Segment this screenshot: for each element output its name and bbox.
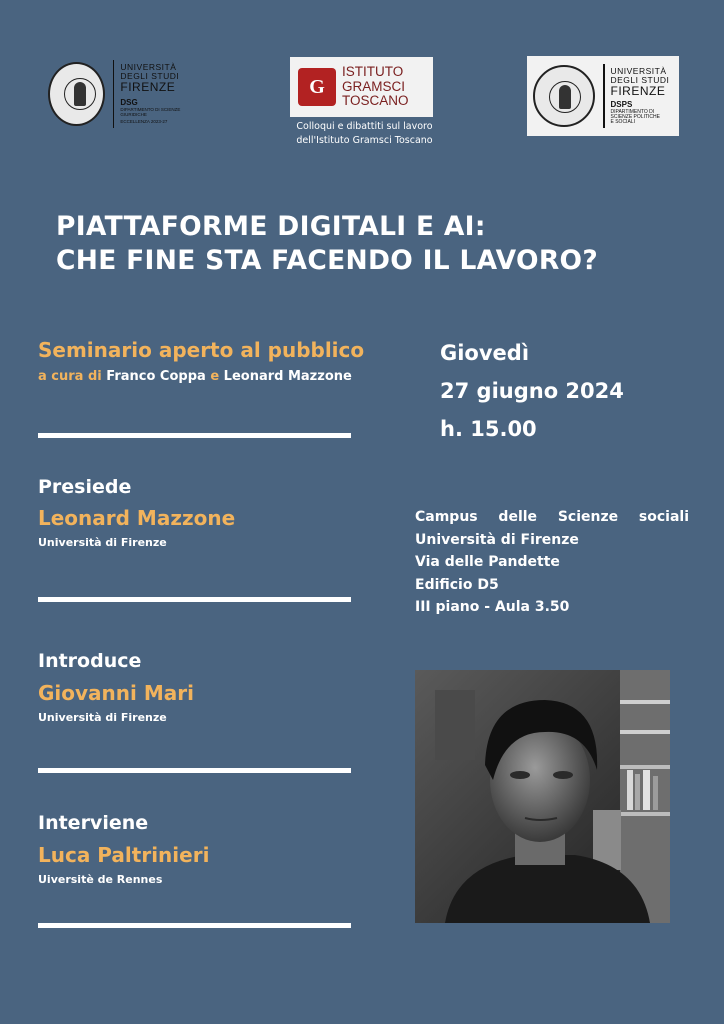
logo-line2: DEGLI STUDI [610, 74, 670, 85]
logo-badge: ECCELLENZA 2023-27 [120, 119, 168, 125]
logo-dept-line1: DIPARTIMENTO DI [610, 108, 655, 115]
speaker-name: Giovanni Mari [38, 681, 194, 705]
gramsci-mark-icon: G [298, 68, 336, 106]
venue-info [415, 506, 689, 619]
speaker-affiliation: Università di Firenze [38, 711, 167, 724]
divider-rule [38, 597, 351, 602]
venue-line5: III piano - Aula 3.50 [415, 599, 570, 615]
speaker-role: Presiede [38, 476, 132, 498]
event-title-line2: CHE FINE STA FACENDO IL LAVORO? [56, 245, 599, 276]
logo-dept-line3: E SOCIALI [610, 119, 635, 126]
speaker-role: Introduce [38, 650, 142, 672]
speaker-affiliation: Uiversitè de Rennes [38, 873, 163, 886]
curator-2: Leonard Mazzone [223, 369, 352, 384]
curated-by [38, 369, 352, 384]
speaker-name: Leonard Mazzone [38, 506, 236, 530]
gramsci-caption-line1: Colloqui e dibattiti sul lavoro [296, 121, 433, 132]
logo-dept-name: DIPARTIMENTO DI SCIENZE GIURIDICHE [120, 106, 181, 117]
venue-line4: Edificio D5 [415, 576, 499, 593]
portrait-image [415, 670, 670, 923]
gramsci-caption [282, 120, 447, 149]
logo-line1: UNIVERSITÀ [610, 65, 667, 76]
divider-rule [38, 768, 351, 773]
speaker-photo [415, 670, 670, 923]
venue-line3: Via delle Pandette [415, 554, 560, 570]
event-date [440, 334, 624, 448]
gramsci-line1: ISTITUTO [342, 63, 404, 79]
logo-divider [113, 60, 114, 128]
logo-dept-abbr: DSG [120, 98, 138, 108]
venue-line2: Università di Firenze [415, 531, 579, 548]
curated-prefix: a cura di [38, 369, 102, 384]
logo-text [120, 63, 198, 125]
university-seal-icon [48, 62, 105, 126]
gramsci-caption-line2: dell'Istituto Gramsci Toscano [296, 135, 433, 147]
event-title-line1: PIATTAFORME DIGITALI E AI: [56, 211, 486, 242]
logo-text [611, 67, 670, 126]
logo-dept-line2: SCIENZE POLITICHE [610, 113, 660, 120]
event-title [56, 210, 696, 278]
curated-conj: e [210, 369, 220, 384]
logo-line2: DEGLI STUDI [120, 70, 180, 81]
logo-dept-abbr: DSPS [610, 100, 633, 110]
speaker-affiliation: Università di Firenze [38, 536, 167, 549]
logo-line1: UNIVERSITÀ [120, 62, 177, 72]
event-date-text: 27 giugno 2024 [440, 379, 624, 403]
logo-line3: FIRENZE [610, 83, 666, 98]
speaker-name: Luca Paltrinieri [38, 843, 210, 867]
gramsci-line2: GRAMSCI [342, 78, 406, 94]
divider-rule [38, 923, 351, 928]
university-seal-icon [533, 65, 595, 127]
unifi-dsg-logo [48, 55, 198, 133]
speaker-role: Interviene [38, 812, 149, 834]
seminar-heading: Seminario aperto al pubblico [38, 338, 365, 362]
event-day: Giovedì [440, 341, 530, 365]
event-time: h. 15.00 [440, 417, 537, 441]
gramsci-line3: TOSCANO [342, 93, 409, 109]
divider-rule [38, 433, 351, 438]
curator-1: Franco Coppa [106, 369, 206, 384]
venue-line1: Campus delle Scienze sociali [415, 509, 689, 525]
gramsci-logo-text [342, 65, 409, 110]
logo-line3: FIRENZE [120, 79, 176, 94]
unifi-dsps-logo [527, 56, 679, 136]
gramsci-logo [290, 57, 433, 117]
logo-divider [603, 64, 605, 128]
